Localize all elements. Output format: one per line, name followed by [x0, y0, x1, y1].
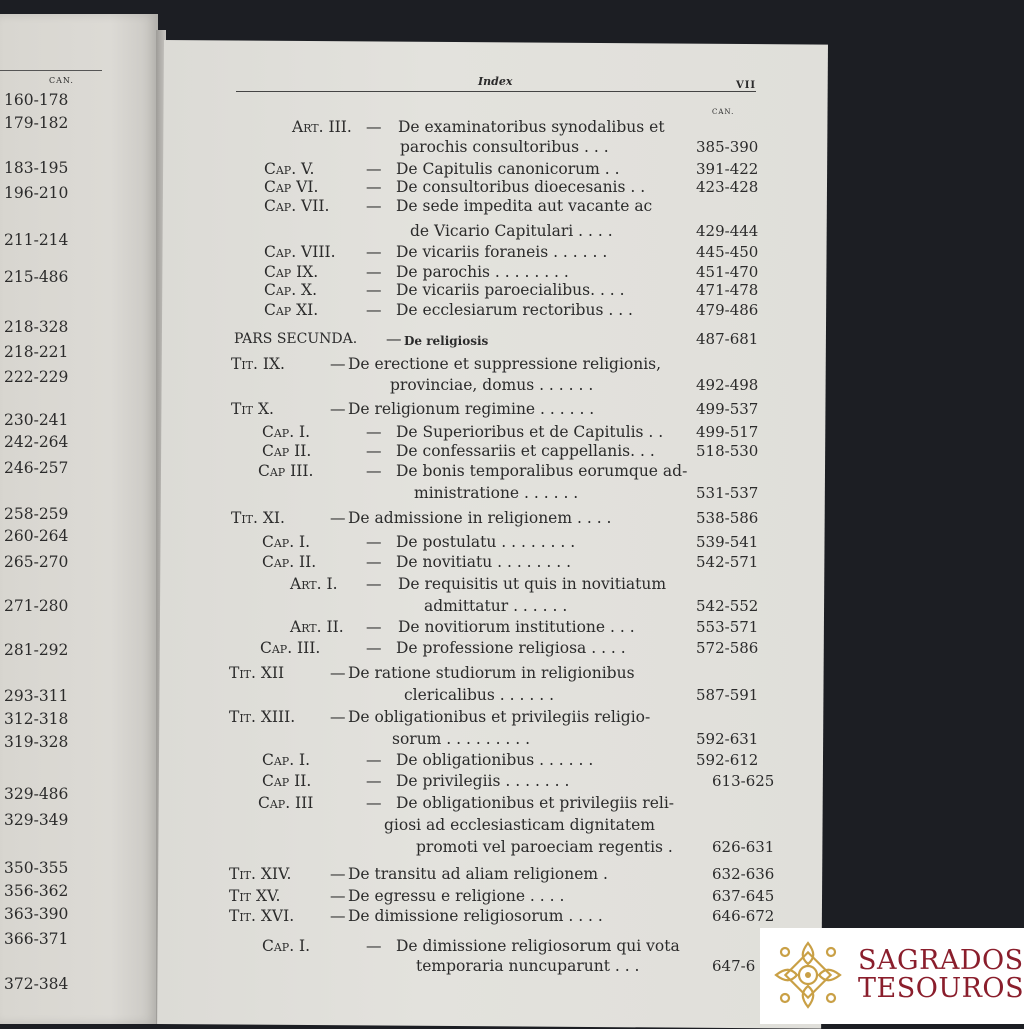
entry-title: giosi ad ecclesiasticam dignitatem — [384, 816, 655, 834]
entry-canon-range: 429-444 — [696, 222, 759, 240]
entry-title: De religiosis — [404, 334, 489, 348]
entry-title: De professione religiosa . . . . — [396, 639, 626, 657]
left-page-number: 366-371 — [4, 930, 69, 948]
entry-label: Tit. XII — [229, 664, 285, 682]
entry-label: Cap. I. — [262, 533, 311, 551]
entry-title: De novitiorum institutione . . . — [398, 618, 635, 636]
entry-canon-range: 539-541 — [696, 533, 759, 551]
entry-dash: — — [366, 178, 382, 196]
entry-canon-range: 632-636 — [712, 865, 775, 883]
left-header-rule — [0, 70, 102, 71]
entry-dash: — — [366, 301, 382, 319]
entry-title: De obligationibus et privilegiis reli- — [396, 794, 675, 812]
entry-canon-range: 587-591 — [696, 686, 759, 704]
entry-label: Cap. III — [258, 794, 314, 812]
entry-dash: — — [330, 509, 346, 527]
entry-canon-range: 646-672 — [712, 907, 775, 925]
entry-dash: — — [366, 442, 382, 460]
left-page-number: 258-259 — [4, 505, 69, 523]
entry-label: Tit. IX. — [231, 355, 285, 373]
left-page-number: 293-311 — [4, 687, 69, 705]
left-column-label: CAN. — [49, 76, 74, 85]
entry-title: De examinatoribus synodalibus et — [398, 118, 665, 136]
entry-dash: — — [366, 937, 382, 955]
entry-dash: — — [366, 639, 382, 657]
left-page-number: 356-362 — [4, 882, 69, 900]
entry-dash: — — [366, 263, 382, 281]
left-page-number: 196-210 — [4, 184, 69, 202]
entry-title: De confessariis et cappellanis. . . — [396, 442, 655, 460]
entry-canon-range: 592-631 — [696, 730, 759, 748]
header-rule — [236, 91, 756, 92]
entry-title: promoti vel paroeciam regentis . — [416, 838, 673, 856]
entry-title: ministratione . . . . . . — [414, 484, 579, 502]
entry-label: Art. I. — [290, 575, 338, 593]
entry-title: De dimissione religiosorum qui vota — [396, 937, 680, 955]
entry-canon-range: 647-6 — [712, 957, 756, 975]
left-page-number: 350-355 — [4, 859, 69, 877]
left-page-number: 281-292 — [4, 641, 69, 659]
entry-title: De Capitulis canonicorum . . — [396, 160, 620, 178]
entry-canon-range: 542-571 — [696, 553, 759, 571]
entry-title: De sede impedita aut vacante ac — [396, 197, 653, 215]
left-page-number: 183-195 — [4, 159, 69, 177]
entry-title: De ratione studiorum in religionibus — [348, 664, 635, 682]
entry-label: Cap III. — [258, 462, 314, 480]
entry-dash: — — [366, 794, 382, 812]
entry-title: De consultoribus dioecesanis . . — [396, 178, 646, 196]
entry-title: De privilegiis . . . . . . . — [396, 772, 570, 790]
entry-label: Cap. II. — [262, 553, 317, 571]
entry-title: De transitu ad aliam religionem . — [348, 865, 608, 883]
entry-label: Tit. XVI. — [229, 907, 295, 925]
entry-title: clericalibus . . . . . . — [404, 686, 554, 704]
entry-label: Art. III. — [292, 118, 352, 136]
entry-canon-range: 592-612 — [696, 751, 759, 769]
entry-dash: — — [330, 400, 346, 418]
entry-dash: — — [330, 887, 346, 905]
entry-title: parochis consultoribus . . . — [400, 138, 609, 156]
entry-dash: — — [330, 664, 346, 682]
left-page-number: 222-229 — [4, 368, 69, 386]
entry-canon-range: 423-428 — [696, 178, 759, 196]
watermark-line2: TESOUROS — [858, 973, 1024, 1004]
entry-label: Tit. XIII. — [229, 708, 296, 726]
entry-label: Cap IX. — [264, 263, 319, 281]
left-page-number: 260-264 — [4, 527, 69, 545]
ornament-icon — [773, 940, 843, 1010]
left-page-number: 242-264 — [4, 433, 69, 451]
entry-title: De egressu e religione . . . . — [348, 887, 565, 905]
entry-dash: — — [366, 772, 382, 790]
entry-dash: — — [366, 281, 382, 299]
entry-label: Art. II. — [290, 618, 344, 636]
left-page-number: 329-349 — [4, 811, 69, 829]
left-page-number: 319-328 — [4, 733, 69, 751]
entry-canon-range: 479-486 — [696, 301, 759, 319]
entry-dash: — — [366, 118, 382, 136]
entry-title: De vicariis paroecialibus. . . . — [396, 281, 625, 299]
entry-canon-range: 542-552 — [696, 597, 759, 615]
entry-title: De ecclesiarum rectoribus . . . — [396, 301, 633, 319]
entry-title: De postulatu . . . . . . . . — [396, 533, 576, 551]
entry-canon-range: 499-537 — [696, 400, 759, 418]
entry-label: Cap. X. — [264, 281, 318, 299]
entry-title: De admissione in religionem . . . . — [348, 509, 612, 527]
left-page-number: 211-214 — [4, 231, 69, 249]
left-page-number: 246-257 — [4, 459, 69, 477]
entry-title: temporaria nuncuparunt . . . — [416, 957, 640, 975]
entry-title: De obligationibus . . . . . . — [396, 751, 594, 769]
entry-title: De bonis temporalibus eorumque ad- — [396, 462, 688, 480]
entry-label: Cap VI. — [264, 178, 319, 196]
entry-title: De obligationibus et privilegiis religio- — [348, 708, 651, 726]
entry-canon-range: 518-530 — [696, 442, 759, 460]
entry-canon-range: 451-470 — [696, 263, 759, 281]
entry-label: Cap. V. — [264, 160, 315, 178]
entry-dash: — — [386, 330, 402, 348]
entry-label: Cap. VIII. — [264, 243, 336, 261]
entry-title: De erectione et suppressione religionis, — [348, 355, 662, 373]
entry-dash: — — [366, 618, 382, 636]
entry-label: Tit. XI. — [231, 509, 285, 527]
entry-dash: — — [330, 355, 346, 373]
entry-label: PARS SECUNDA. — [234, 331, 358, 347]
watermark-line1: SAGRADOS — [858, 945, 1024, 976]
left-page-number: 372-384 — [4, 975, 69, 993]
left-page-number: 218-221 — [4, 343, 69, 361]
entry-title: de Vicario Capitulari . . . . — [410, 222, 613, 240]
left-page-number: 230-241 — [4, 411, 69, 429]
entry-title: admittatur . . . . . . — [424, 597, 568, 615]
entry-canon-range: 445-450 — [696, 243, 759, 261]
entry-dash: — — [330, 865, 346, 883]
entry-canon-range: 471-478 — [696, 281, 759, 299]
entry-canon-range: 487-681 — [696, 330, 759, 348]
entry-label: Tit XV. — [229, 887, 281, 905]
entry-dash: — — [366, 575, 382, 593]
entry-label: Cap. I. — [262, 751, 311, 769]
page-title: Index — [478, 75, 513, 88]
page-number: VII — [736, 80, 757, 91]
entry-label: Tit. XIV. — [229, 865, 292, 883]
left-page-number: 312-318 — [4, 710, 69, 728]
left-page-number: 215-486 — [4, 268, 69, 286]
entry-canon-range: 613-625 — [712, 772, 775, 790]
entry-title: De requisitis ut quis in novitiatum — [398, 575, 667, 593]
entry-label: Cap II. — [262, 442, 312, 460]
left-page-number: 329-486 — [4, 785, 69, 803]
entry-canon-range: 538-586 — [696, 509, 759, 527]
entry-dash: — — [366, 243, 382, 261]
entry-canon-range: 391-422 — [696, 160, 759, 178]
entry-dash: — — [366, 751, 382, 769]
entry-dash: — — [366, 553, 382, 571]
entry-title: De Superioribus et de Capitulis . . — [396, 423, 664, 441]
entry-canon-range: 572-586 — [696, 639, 759, 657]
column-label: CAN. — [712, 108, 735, 116]
entry-title: De parochis . . . . . . . . — [396, 263, 569, 281]
entry-dash: — — [330, 907, 346, 925]
entry-label: Cap. III. — [260, 639, 321, 657]
left-page-number: 179-182 — [4, 114, 69, 132]
left-page-number: 363-390 — [4, 905, 69, 923]
left-page-number: 218-328 — [4, 318, 69, 336]
entry-dash: — — [366, 197, 382, 215]
left-page-number: 265-270 — [4, 553, 69, 571]
entry-label: Cap XI. — [264, 301, 319, 319]
entry-dash: — — [366, 160, 382, 178]
entry-dash: — — [366, 462, 382, 480]
entry-label: Cap. VII. — [264, 197, 330, 215]
entry-canon-range: 626-631 — [712, 838, 775, 856]
entry-label: Cap. I. — [262, 423, 311, 441]
entry-dash: — — [330, 708, 346, 726]
entry-title: sorum . . . . . . . . . — [392, 730, 531, 748]
entry-canon-range: 499-517 — [696, 423, 759, 441]
entry-title: De vicariis foraneis . . . . . . — [396, 243, 608, 261]
entry-canon-range: 492-498 — [696, 376, 759, 394]
left-page-number: 160-178 — [4, 91, 69, 109]
entry-title: De religionum regimine . . . . . . — [348, 400, 595, 418]
entry-canon-range: 531-537 — [696, 484, 759, 502]
entry-canon-range: 637-645 — [712, 887, 775, 905]
entry-title: provinciae, domus . . . . . . — [390, 376, 594, 394]
entry-label: Cap II. — [262, 772, 312, 790]
entry-dash: — — [366, 423, 382, 441]
entry-canon-range: 385-390 — [696, 138, 759, 156]
entry-title: De dimissione religiosorum . . . . — [348, 907, 603, 925]
entry-dash: — — [366, 533, 382, 551]
entry-title: De novitiatu . . . . . . . . — [396, 553, 572, 571]
entry-canon-range: 553-571 — [696, 618, 759, 636]
entry-label: Tit X. — [231, 400, 274, 418]
left-page-number: 271-280 — [4, 597, 69, 615]
entry-label: Cap. I. — [262, 937, 311, 955]
